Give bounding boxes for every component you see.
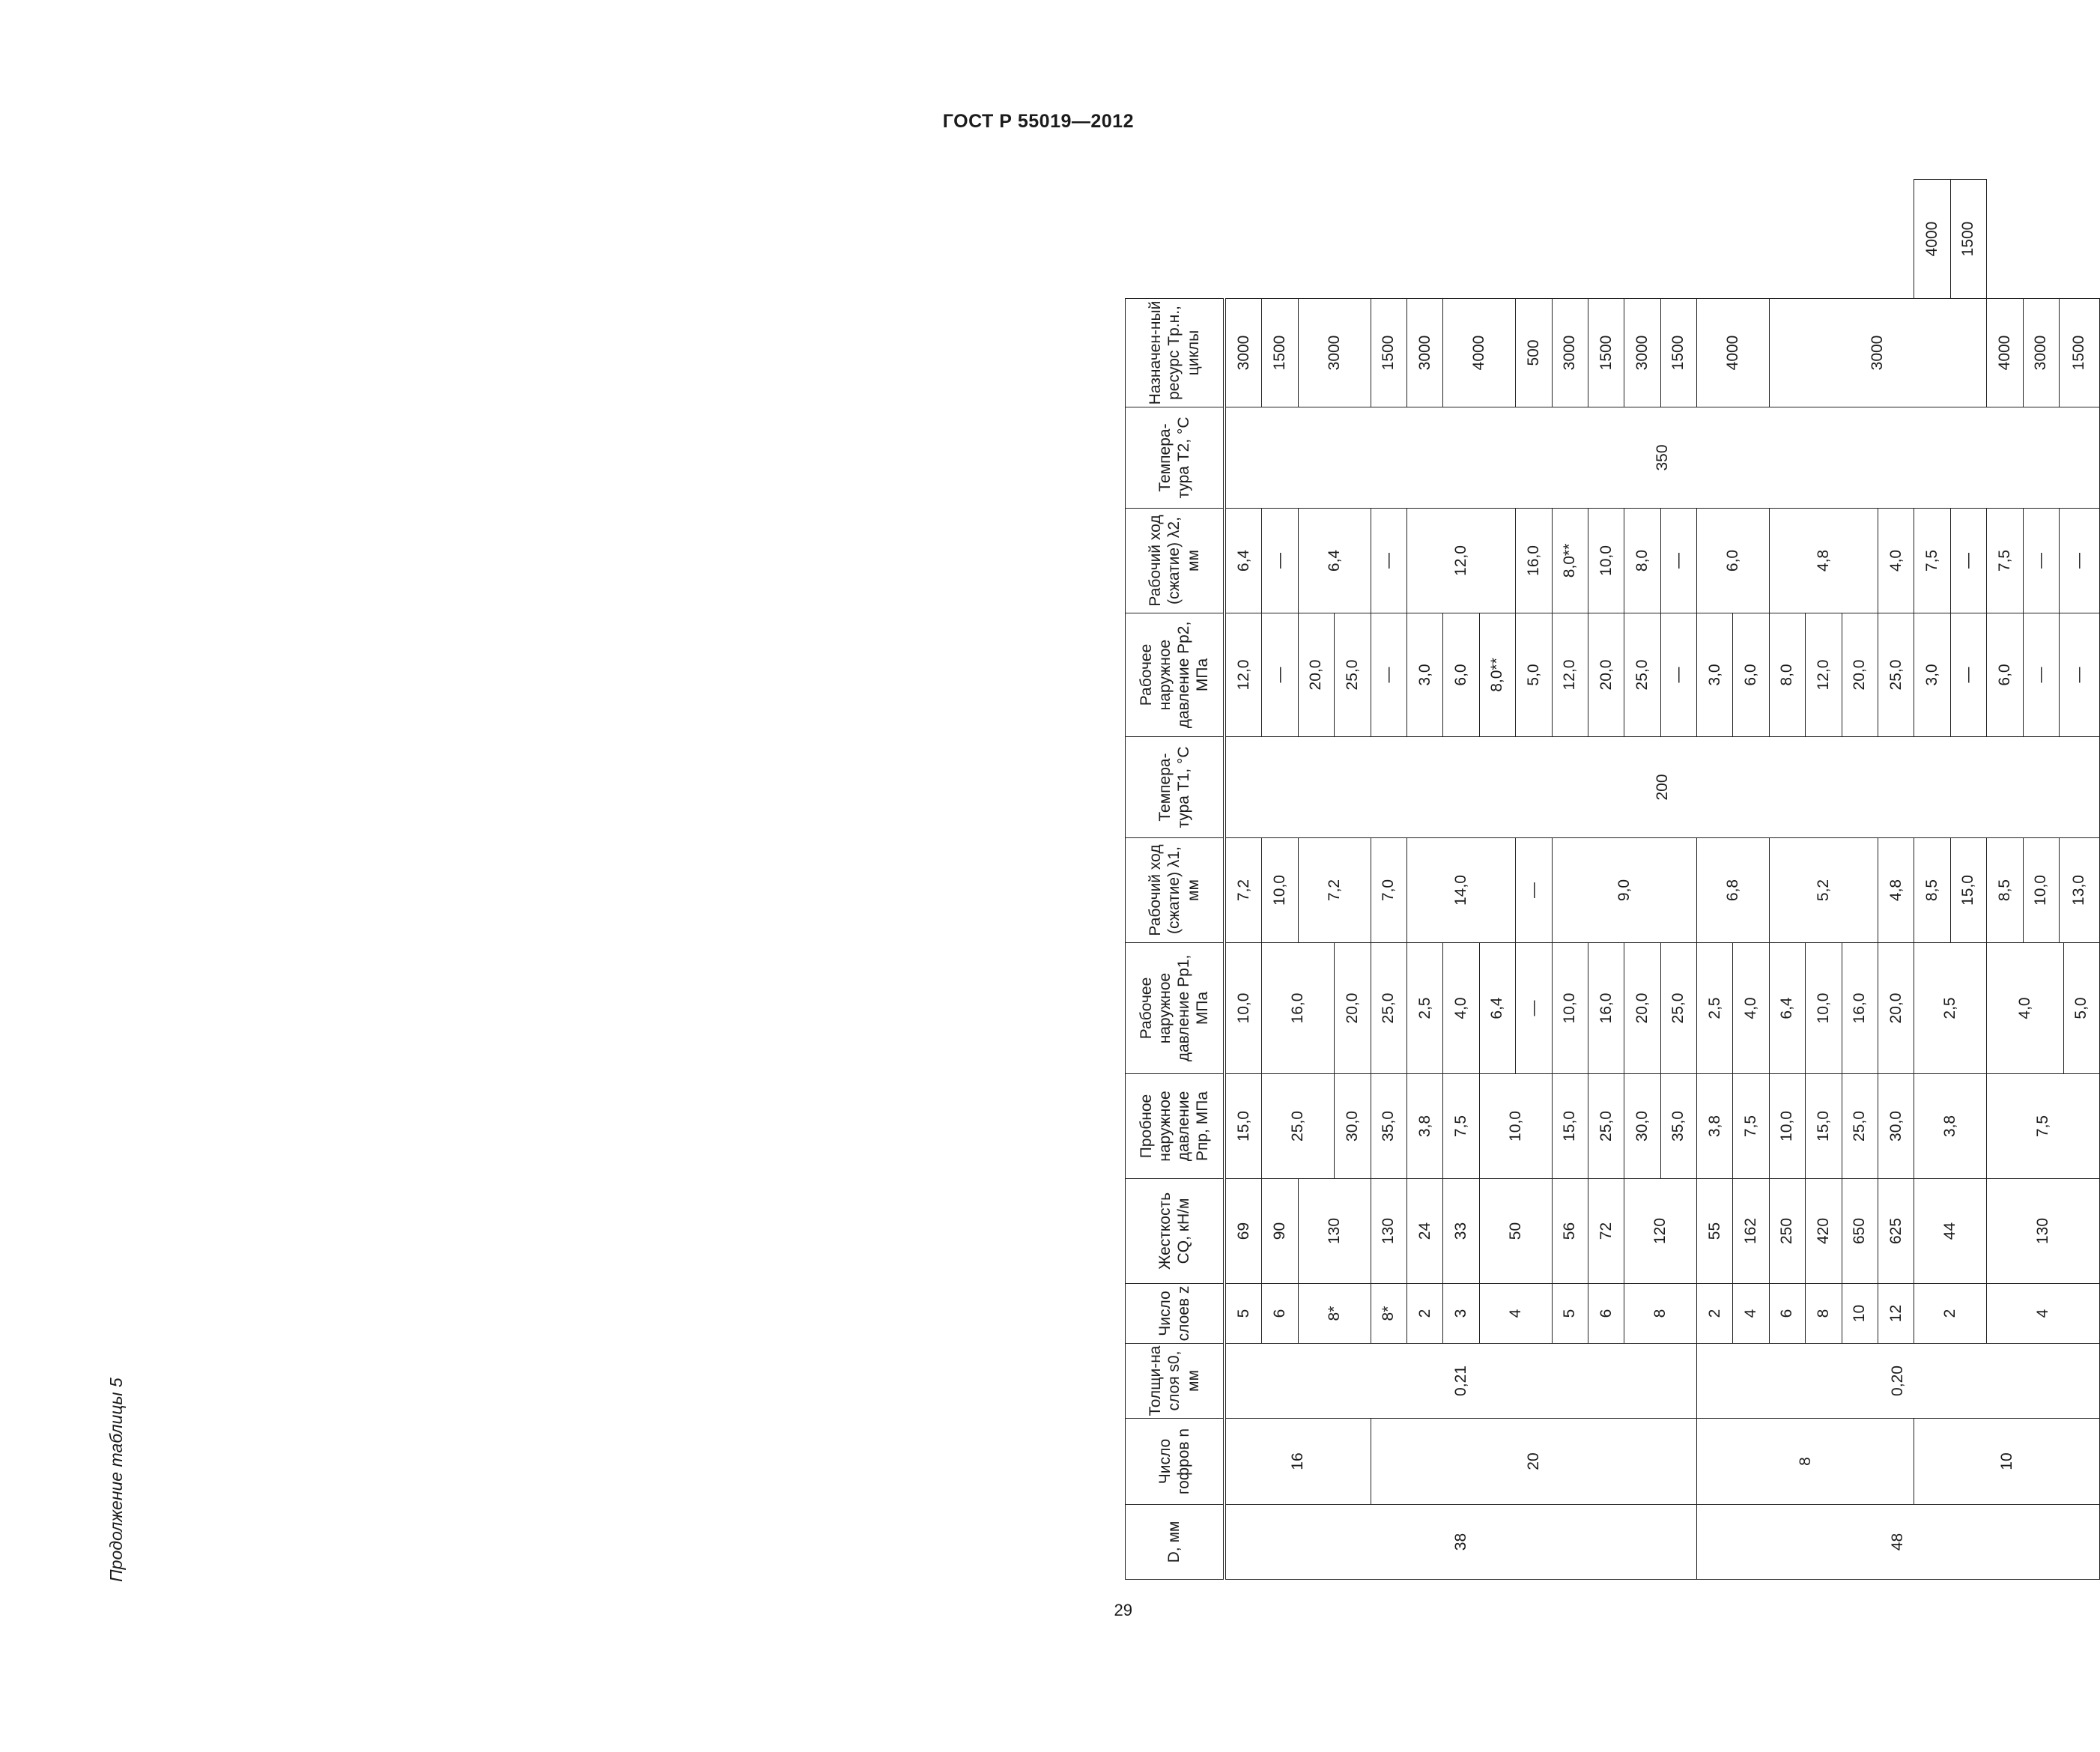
cell-pp1: 20,0 [1335, 943, 1371, 1074]
cell-n: 16 [1225, 1419, 1371, 1505]
cell-ppr: 25,0 [1262, 1074, 1335, 1179]
cell-z: 6 [1262, 1284, 1298, 1344]
cell-lambda2: 4,0 [1878, 509, 1914, 613]
cell-n: 20 [1371, 1419, 1697, 1505]
cell-ppr: 7,5 [1987, 1074, 2100, 1179]
cell-pp2: 20,0 [1588, 613, 1624, 737]
cell-lambda2: 6,4 [1298, 509, 1371, 613]
col-header-pp1: Рабочее наружное давление Pр1, МПа [1126, 943, 1225, 1074]
cell-pp2: 20,0 [1842, 613, 1878, 737]
cell-resource: 3000 [1225, 299, 1262, 407]
cell-z: 5 [1552, 1284, 1588, 1344]
cell-ppr: 15,0 [1225, 1074, 1262, 1179]
table-caption: Продолжение таблицы 5 [106, 1377, 126, 1582]
col-header-cq: Жесткость CQ, кН/м [1126, 1179, 1225, 1284]
cell-ppr: 35,0 [1371, 1074, 1406, 1179]
cell-t1: 200 [1225, 737, 2100, 838]
cell-pp1: 16,0 [1588, 943, 1624, 1074]
cell-n: 8 [1697, 1419, 1914, 1505]
cell-resource: 1500 [1588, 299, 1624, 407]
cell-pp1: 6,4 [1479, 943, 1515, 1074]
table-row [1225, 180, 1262, 1580]
cell-n: 10 [1914, 1419, 2100, 1505]
col-header-t1: Темпера-тура T1, °С [1126, 737, 1225, 838]
cell-pp1: 4,0 [1443, 943, 1479, 1074]
cell-t2: 350 [1225, 407, 2100, 509]
cell-resource: 500 [1516, 299, 1552, 407]
col-header-lambda2: Рабочий ход (сжатие) λ2, мм [1126, 509, 1225, 613]
cell-ppr: 15,0 [1552, 1074, 1588, 1179]
cell-z: 3 [1443, 1284, 1479, 1344]
cell-resource: 3000 [1624, 299, 1660, 407]
cell-pp1: 2,5 [1914, 943, 1987, 1074]
cell-ppr: 30,0 [1335, 1074, 1371, 1179]
cell-pp2: — [2023, 613, 2059, 737]
cell-pp2: 3,0 [1914, 613, 1950, 737]
cell-pp1: 6,4 [1769, 943, 1805, 1074]
cell-lambda1: 7,2 [1298, 838, 1371, 943]
cell-ppr: 3,8 [1697, 1074, 1733, 1179]
cell-lambda1: 4,8 [1878, 838, 1914, 943]
cell-pp2: 8,0** [1479, 613, 1515, 737]
cell-pp1: 2,5 [1406, 943, 1442, 1074]
cell-z: 2 [1914, 1284, 1987, 1344]
cell-pp1: 4,0 [1733, 943, 1769, 1074]
cell-pp1: 4,0 [1987, 943, 2063, 1074]
cell-pp1: 10,0 [1552, 943, 1588, 1074]
cell-lambda1: 8,5 [1914, 838, 1950, 943]
parameters-table [1125, 179, 2100, 1580]
cell-resource: 3000 [1406, 299, 1442, 407]
cell-ppr: 3,8 [1406, 1074, 1442, 1179]
cell-z: 4 [1479, 1284, 1552, 1344]
cell-lambda2: — [1262, 509, 1298, 613]
cell-lambda2: 7,5 [1987, 509, 2023, 613]
cell-z: 4 [1987, 1284, 2100, 1344]
cell-ppr: 25,0 [1588, 1074, 1624, 1179]
cell-z: 8 [1624, 1284, 1697, 1344]
cell-cq: 33 [1443, 1179, 1479, 1284]
cell-pp2: — [1950, 613, 1986, 737]
cell-pp2: 12,0 [1225, 613, 1262, 737]
cell-ppr: 10,0 [1479, 1074, 1552, 1179]
cell-pp1: — [1516, 943, 1552, 1074]
col-header-t2: Темпера-тура T2, °С [1126, 407, 1225, 509]
cell-pp2: 6,0 [1443, 613, 1479, 737]
cell-pp2: 5,0 [1516, 613, 1552, 737]
cell-ppr: 35,0 [1660, 1074, 1696, 1179]
cell-cq: 90 [1262, 1179, 1298, 1284]
cell-z: 8* [1298, 1284, 1371, 1344]
cell-resource: 4000 [1987, 299, 2023, 407]
cell-lambda1: 9,0 [1552, 838, 1697, 943]
cell-lambda2: — [1950, 509, 1986, 613]
cell-cq: 50 [1479, 1179, 1552, 1284]
cell-lambda1: 13,0 [2059, 838, 2099, 943]
cell-s0: 0,20 [1697, 1344, 2100, 1419]
cell-pp2: 8,0 [1769, 613, 1805, 737]
cell-lambda2: 8,0** [1552, 509, 1588, 613]
cell-lambda1: 7,0 [1371, 838, 1406, 943]
cell-cq: 250 [1769, 1179, 1805, 1284]
cell-ppr: 25,0 [1842, 1074, 1878, 1179]
cell-ppr: 7,5 [1443, 1074, 1479, 1179]
col-header-resource: Назначен-ный ресурс Tр.н., циклы [1126, 299, 1225, 407]
cell-pp2: 12,0 [1806, 613, 1842, 737]
col-header-d: D, мм [1126, 1505, 1225, 1580]
document-code: ГОСТ Р 55019—2012 [942, 111, 1134, 132]
cell-resource: 3000 [2023, 299, 2059, 407]
cell-cq: 120 [1624, 1179, 1697, 1284]
cell-pp1: 2,5 [1697, 943, 1733, 1074]
cell-lambda2: 10,0 [1588, 509, 1624, 613]
cell-ppr: 30,0 [1878, 1074, 1914, 1179]
cell-resource: 4000 [1914, 180, 1950, 299]
cell-lambda1: 5,2 [1769, 838, 1878, 943]
cell-ppr: 15,0 [1806, 1074, 1842, 1179]
cell-z: 2 [1406, 1284, 1442, 1344]
cell-lambda1: 14,0 [1406, 838, 1515, 943]
cell-cq: 650 [1842, 1179, 1878, 1284]
cell-pp2: 3,0 [1697, 613, 1733, 737]
cell-z: 12 [1878, 1284, 1914, 1344]
col-header-ppr: Пробное наружное давление Pпр, МПа [1126, 1074, 1225, 1179]
cell-pp1: 10,0 [1806, 943, 1842, 1074]
cell-pp1: 16,0 [1262, 943, 1335, 1074]
cell-pp1: 25,0 [1371, 943, 1406, 1074]
cell-resource: 3000 [1769, 299, 1986, 407]
cell-ppr: 10,0 [1769, 1074, 1805, 1179]
cell-cq: 44 [1914, 1179, 1987, 1284]
cell-lambda2: — [1371, 509, 1406, 613]
cell-resource: 4000 [1443, 299, 1516, 407]
cell-pp2: 6,0 [1733, 613, 1769, 737]
cell-ppr: 30,0 [1624, 1074, 1660, 1179]
cell-lambda1: 15,0 [1950, 838, 1986, 943]
cell-pp1: 25,0 [1660, 943, 1696, 1074]
cell-cq: 130 [1298, 1179, 1371, 1284]
cell-resource: 1500 [2059, 299, 2099, 407]
cell-z: 4 [1733, 1284, 1769, 1344]
cell-lambda1: — [1516, 838, 1552, 943]
cell-resource: 4000 [1697, 299, 1770, 407]
cell-pp2: 25,0 [1878, 613, 1914, 737]
cell-lambda1: 6,8 [1697, 838, 1770, 943]
cell-cq: 69 [1225, 1179, 1262, 1284]
cell-pp1: 20,0 [1878, 943, 1914, 1074]
cell-d: 38 [1225, 1505, 1697, 1580]
cell-lambda2: 6,4 [1225, 509, 1262, 613]
cell-resource: 1500 [1371, 299, 1406, 407]
cell-pp2: 20,0 [1298, 613, 1334, 737]
cell-pp2: 12,0 [1552, 613, 1588, 737]
cell-resource: 3000 [1552, 299, 1588, 407]
cell-lambda2: 4,8 [1769, 509, 1878, 613]
cell-cq: 130 [1371, 1179, 1406, 1284]
cell-resource: 3000 [1298, 299, 1371, 407]
cell-pp1: 5,0 [2063, 943, 2099, 1074]
cell-lambda1: 8,5 [1987, 838, 2023, 943]
table-row [1697, 180, 1733, 1580]
cell-lambda2: 8,0 [1624, 509, 1660, 613]
cell-pp2: 3,0 [1406, 613, 1442, 737]
cell-pp1: 10,0 [1225, 943, 1262, 1074]
cell-cq: 130 [1987, 1179, 2100, 1284]
cell-z: 2 [1697, 1284, 1733, 1344]
cell-resource: 1500 [1660, 299, 1696, 407]
cell-z: 6 [1769, 1284, 1805, 1344]
cell-pp2: 25,0 [1624, 613, 1660, 737]
cell-resource: 1500 [1950, 180, 1986, 299]
cell-z: 6 [1588, 1284, 1624, 1344]
cell-z: 8* [1371, 1284, 1406, 1344]
cell-pp2: — [1262, 613, 1298, 737]
cell-ppr: 3,8 [1914, 1074, 1987, 1179]
cell-ppr: 7,5 [1733, 1074, 1769, 1179]
cell-z: 8 [1806, 1284, 1842, 1344]
cell-lambda2: — [2023, 509, 2059, 613]
cell-lambda1: 10,0 [2023, 838, 2059, 943]
cell-pp2: — [1371, 613, 1406, 737]
cell-lambda1: 7,2 [1225, 838, 1262, 943]
cell-cq: 72 [1588, 1179, 1624, 1284]
cell-s0: 0,21 [1225, 1344, 1697, 1419]
col-header-s0: Толщи-на слоя s0, мм [1126, 1344, 1225, 1419]
cell-lambda2: — [2059, 509, 2099, 613]
cell-pp2: 6,0 [1987, 613, 2023, 737]
cell-cq: 55 [1697, 1179, 1733, 1284]
cell-pp1: 16,0 [1842, 943, 1878, 1074]
cell-lambda2: — [1660, 509, 1696, 613]
col-header-z: Число слоев z [1126, 1284, 1225, 1344]
header-row [1126, 180, 1225, 1580]
cell-lambda2: 16,0 [1516, 509, 1552, 613]
col-header-n: Число гофров n [1126, 1419, 1225, 1505]
cell-z: 10 [1842, 1284, 1878, 1344]
cell-d: 48 [1697, 1505, 2100, 1580]
col-header-pp2: Рабочее наружное давление Pр2, МПа [1126, 613, 1225, 737]
cell-z: 5 [1225, 1284, 1262, 1344]
cell-pp2: — [2059, 613, 2099, 737]
cell-pp2: 25,0 [1335, 613, 1371, 737]
col-header-lambda1: Рабочий ход (сжатие) λ1, мм [1126, 838, 1225, 943]
cell-lambda2: 12,0 [1406, 509, 1515, 613]
cell-pp2: — [1660, 613, 1696, 737]
cell-lambda2: 6,0 [1697, 509, 1770, 613]
rotated-table-container [1125, 179, 2100, 1580]
page-number: 29 [1114, 1601, 1132, 1619]
cell-lambda2: 7,5 [1914, 509, 1950, 613]
cell-cq: 420 [1806, 1179, 1842, 1284]
cell-cq: 24 [1406, 1179, 1442, 1284]
cell-resource: 1500 [1262, 299, 1298, 407]
cell-lambda1: 10,0 [1262, 838, 1298, 943]
cell-pp1: 20,0 [1624, 943, 1660, 1074]
cell-cq: 162 [1733, 1179, 1769, 1284]
cell-cq: 625 [1878, 1179, 1914, 1284]
cell-cq: 56 [1552, 1179, 1588, 1284]
